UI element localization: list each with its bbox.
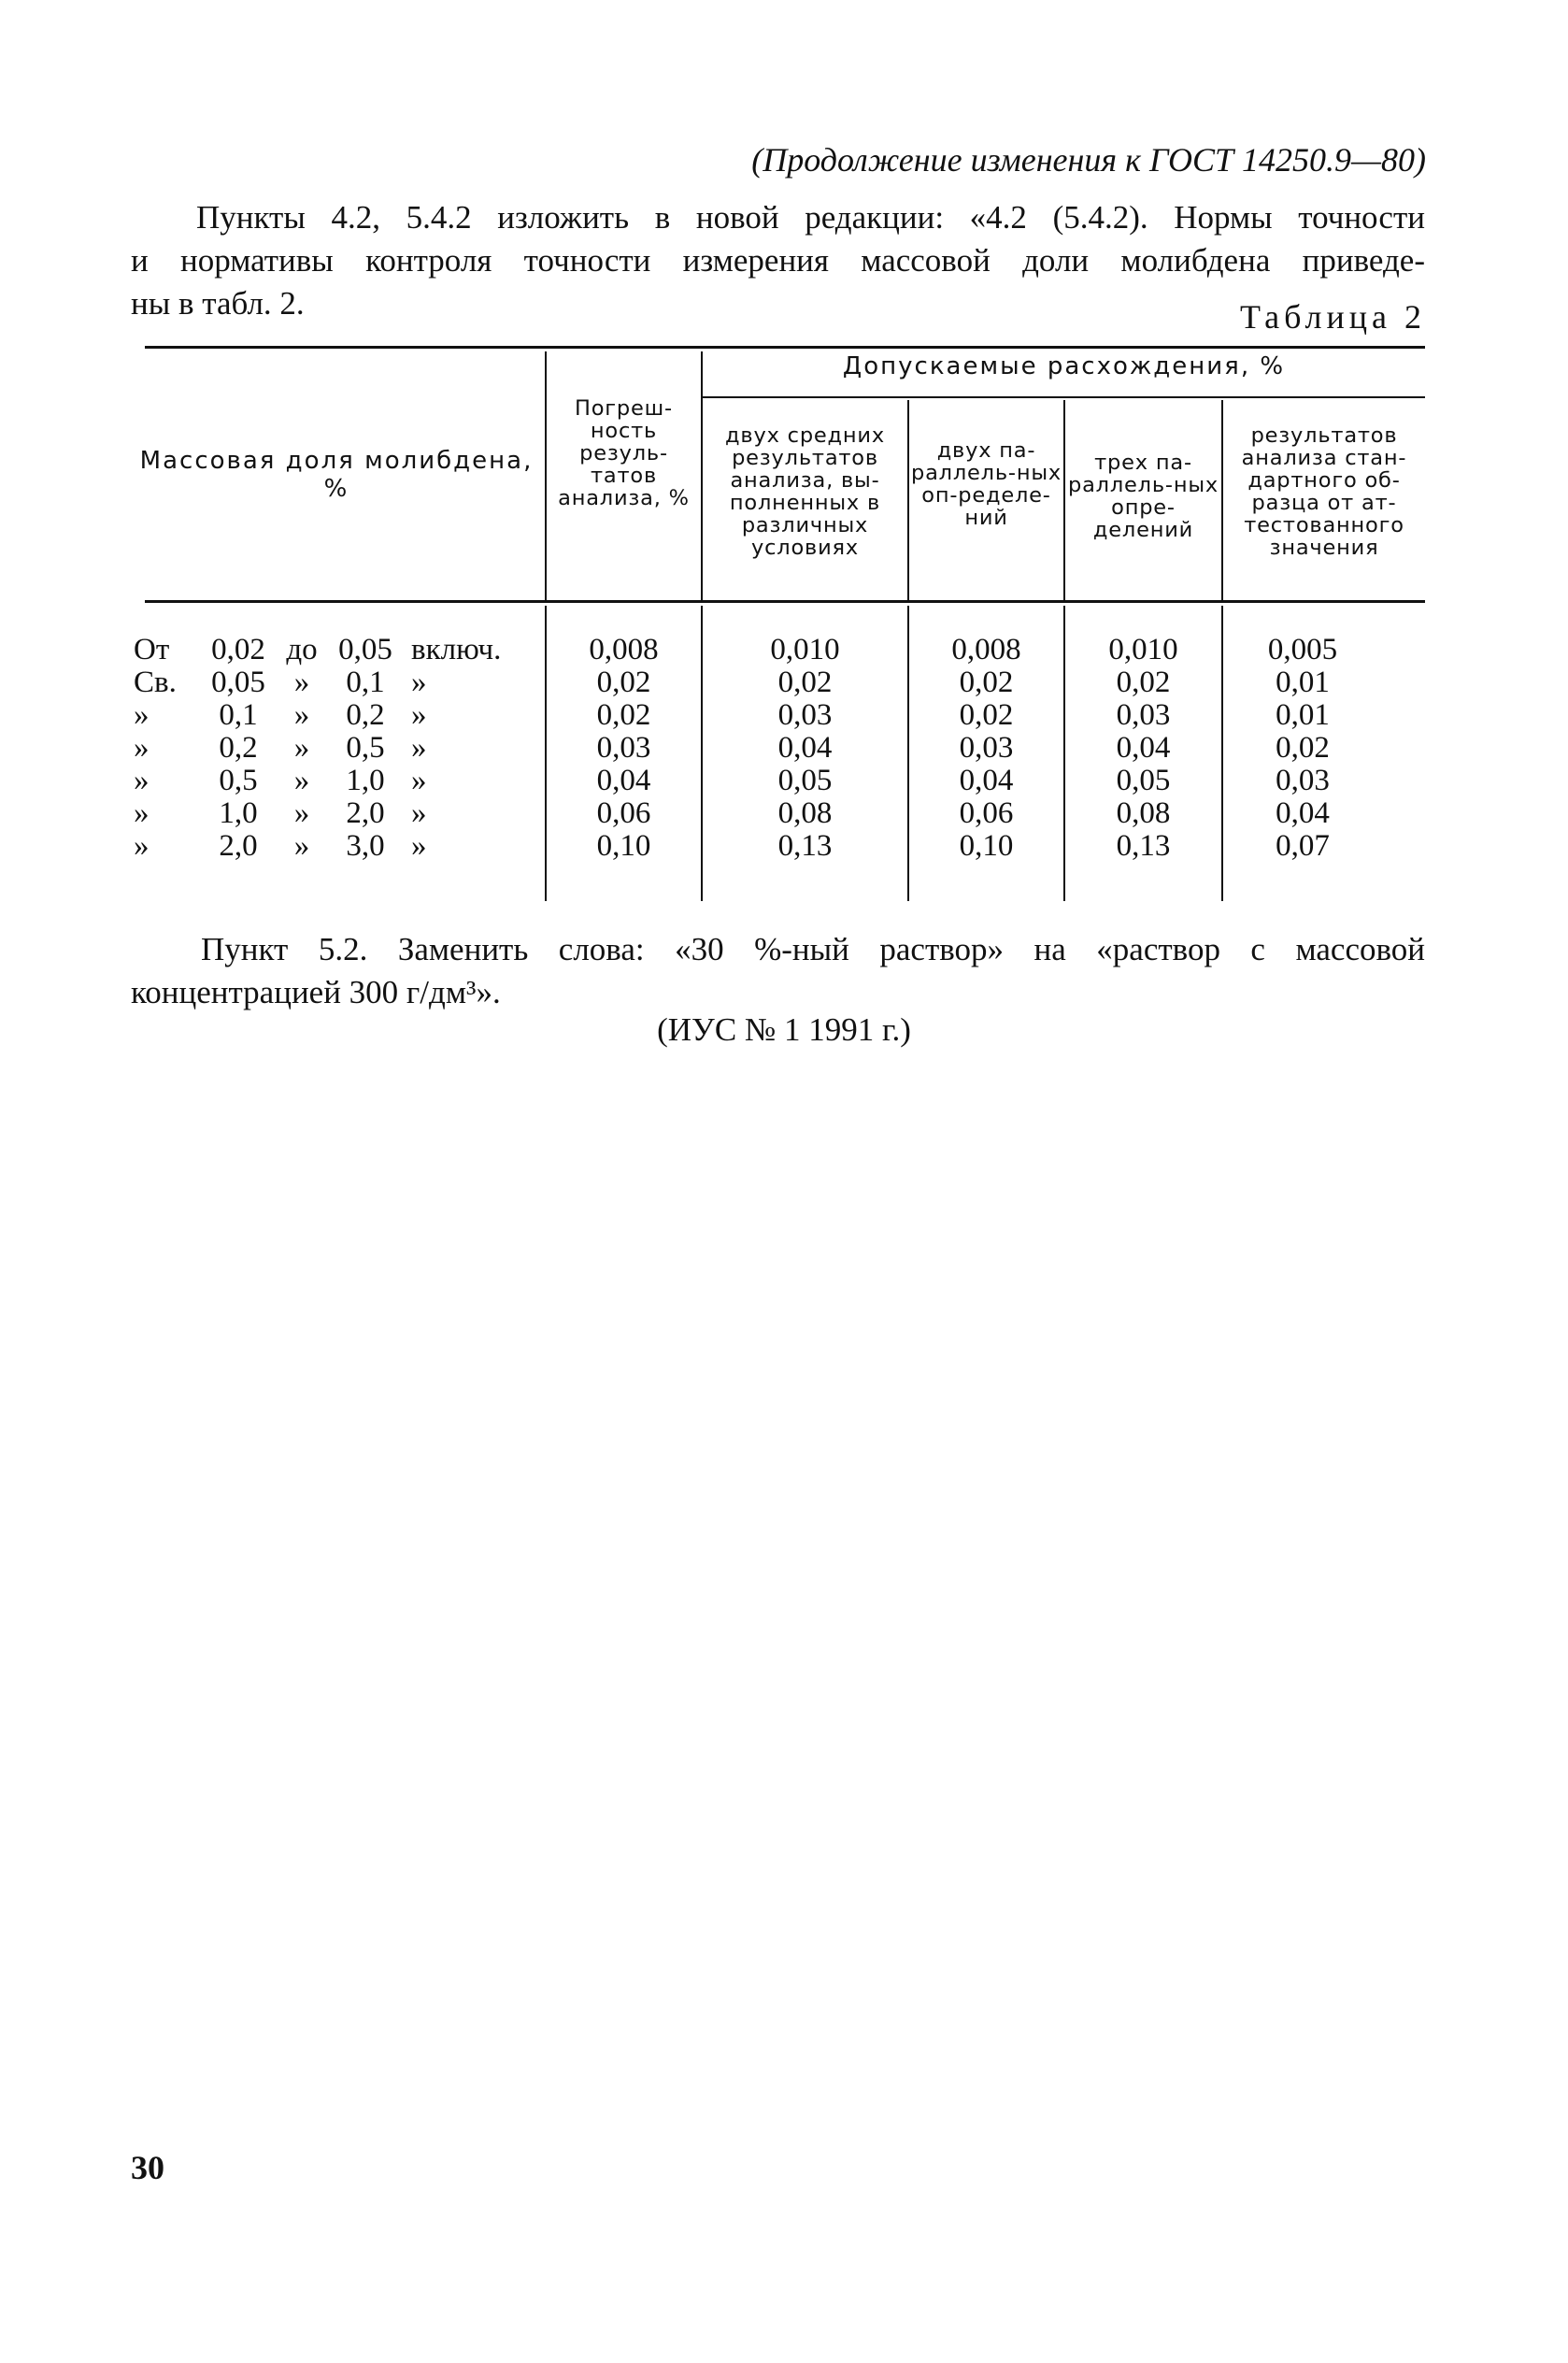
header-bottom-rule bbox=[145, 600, 1425, 603]
source-reference: (ИУС № 1 1991 г.) bbox=[657, 1011, 911, 1048]
cell-c3: 0,13 bbox=[1116, 829, 1171, 863]
cell-to: 0,1 bbox=[346, 666, 385, 699]
cell-c3: 0,010 bbox=[1108, 633, 1178, 666]
cell-c4: 0,07 bbox=[1276, 829, 1330, 863]
col-c3 bbox=[1065, 634, 1221, 863]
cell-from: 1,0 bbox=[219, 796, 258, 830]
cell-sep: » bbox=[293, 796, 310, 830]
intro-paragraph bbox=[131, 196, 1425, 325]
cell-c4: 0,03 bbox=[1276, 764, 1330, 797]
cell-c2: 0,02 bbox=[959, 698, 1014, 732]
cell-c4: 0,02 bbox=[1276, 731, 1330, 765]
intro-line-1: Пункты 4.2, 5.4.2 изложить в новой редакции: «4.2 (5.4.2). Нормы точности bbox=[196, 199, 1425, 236]
col-to bbox=[327, 634, 404, 863]
cell-c2: 0,10 bbox=[959, 829, 1014, 863]
cell-c2: 0,008 bbox=[951, 633, 1021, 666]
cell-c3: 0,02 bbox=[1116, 666, 1171, 699]
cell-c4: 0,04 bbox=[1276, 796, 1330, 830]
cell-c2: 0,03 bbox=[959, 731, 1014, 765]
cell-c2: 0,04 bbox=[959, 764, 1014, 797]
cell-suffix: » bbox=[411, 764, 427, 797]
cell-prefix: » bbox=[134, 764, 150, 797]
col-c2 bbox=[909, 634, 1063, 863]
cell-error: 0,06 bbox=[596, 796, 651, 830]
cell-from: 0,5 bbox=[219, 764, 258, 797]
cell-error: 0,03 bbox=[596, 731, 651, 765]
cell-suffix: » bbox=[411, 666, 427, 699]
cell-c3: 0,03 bbox=[1116, 698, 1171, 732]
cell-prefix: От bbox=[134, 633, 170, 666]
cell-suffix: » bbox=[411, 698, 427, 732]
cell-error: 0,04 bbox=[596, 764, 651, 797]
cell-c1: 0,05 bbox=[777, 764, 833, 797]
cell-c1: 0,13 bbox=[777, 829, 833, 863]
subheader-rule bbox=[703, 396, 1425, 398]
cell-error: 0,02 bbox=[596, 698, 651, 732]
cell-from: 0,2 bbox=[219, 731, 258, 765]
cell-c1: 0,08 bbox=[777, 796, 833, 830]
cell-c1: 0,03 bbox=[777, 698, 833, 732]
continuation-title: (Продолжение изменения к ГОСТ 14250.9—80) bbox=[751, 141, 1426, 179]
cell-to: 0,05 bbox=[338, 633, 392, 666]
cell-from: 0,05 bbox=[211, 666, 265, 699]
cell-sep: » bbox=[293, 666, 310, 699]
col-suffix bbox=[411, 634, 537, 863]
cell-prefix: » bbox=[134, 731, 150, 765]
cell-prefix: » bbox=[134, 796, 150, 830]
cell-to: 1,0 bbox=[346, 764, 385, 797]
col-prefix bbox=[134, 634, 194, 863]
cell-suffix: » bbox=[411, 731, 427, 765]
cell-from: 0,1 bbox=[219, 698, 258, 732]
cell-to: 3,0 bbox=[346, 829, 385, 863]
cell-c3: 0,04 bbox=[1116, 731, 1171, 765]
intro-line-2: и нормативы контроля точности измерения массовой доли молибдена приведе- bbox=[131, 242, 1425, 279]
header-allowed: Допускаемые расхождения, % bbox=[842, 352, 1286, 380]
amendment-line-2: концентрацией 300 г/дм³». bbox=[131, 974, 501, 1010]
header-mass-fraction: Массовая доля молибдена, % bbox=[139, 447, 534, 503]
col-c4 bbox=[1223, 634, 1382, 863]
cell-sep: » bbox=[293, 764, 310, 797]
table-caption: Таблица 2 bbox=[1240, 298, 1426, 336]
cell-c2: 0,06 bbox=[959, 796, 1014, 830]
cell-sep: » bbox=[293, 698, 310, 732]
table-top-rule bbox=[145, 346, 1425, 349]
cell-sep: » bbox=[293, 731, 310, 765]
cell-c4: 0,01 bbox=[1276, 666, 1330, 699]
cell-sep: » bbox=[293, 829, 310, 863]
col-sep bbox=[278, 634, 325, 863]
header-sub-4: результатов анализа стан-дартного об-разца от ат-тестованного значения bbox=[1241, 423, 1407, 560]
cell-sep: до bbox=[286, 633, 318, 666]
cell-to: 0,5 bbox=[346, 731, 385, 765]
cell-from: 0,02 bbox=[211, 633, 265, 666]
cell-c4: 0,005 bbox=[1267, 633, 1338, 666]
cell-c1: 0,04 bbox=[777, 731, 833, 765]
cell-prefix: » bbox=[134, 829, 150, 863]
cell-c2: 0,02 bbox=[959, 666, 1014, 699]
cell-error: 0,02 bbox=[596, 666, 651, 699]
cell-suffix: включ. bbox=[411, 633, 502, 666]
col-c1 bbox=[703, 634, 907, 863]
cell-error: 0,10 bbox=[596, 829, 651, 863]
col-from bbox=[201, 634, 276, 863]
cell-c3: 0,08 bbox=[1116, 796, 1171, 830]
amendment-line-1: Пункт 5.2. Заменить слова: «30 %-ный раствор» на «раствор с массовой bbox=[201, 931, 1425, 967]
col-error bbox=[547, 634, 701, 863]
intro-line-3: ны в табл. 2. bbox=[131, 285, 305, 322]
cell-prefix: » bbox=[134, 698, 150, 732]
page-number: 30 bbox=[131, 2149, 164, 2186]
header-error: Погреш-ность резуль-татов анализа, % bbox=[558, 396, 690, 510]
cell-suffix: » bbox=[411, 829, 427, 863]
amendment-paragraph bbox=[131, 928, 1425, 1014]
cell-to: 2,0 bbox=[346, 796, 385, 830]
cell-from: 2,0 bbox=[219, 829, 258, 863]
cell-to: 0,2 bbox=[346, 698, 385, 732]
cell-prefix: Св. bbox=[134, 666, 177, 699]
header-sub-2: двух па-раллель-ных оп-ределе-ний bbox=[910, 438, 1062, 530]
cell-c1: 0,010 bbox=[770, 633, 840, 666]
header-sub-1: двух средних результатов анализа, вы-полненных в различных условиях bbox=[725, 423, 885, 560]
header-sub-3: трех па-раллель-ных опре-делений bbox=[1067, 451, 1219, 542]
cell-c1: 0,02 bbox=[777, 666, 833, 699]
cell-c3: 0,05 bbox=[1116, 764, 1171, 797]
cell-suffix: » bbox=[411, 796, 427, 830]
table-body bbox=[0, 634, 1568, 877]
cell-error: 0,008 bbox=[589, 633, 659, 666]
cell-c4: 0,01 bbox=[1276, 698, 1330, 732]
